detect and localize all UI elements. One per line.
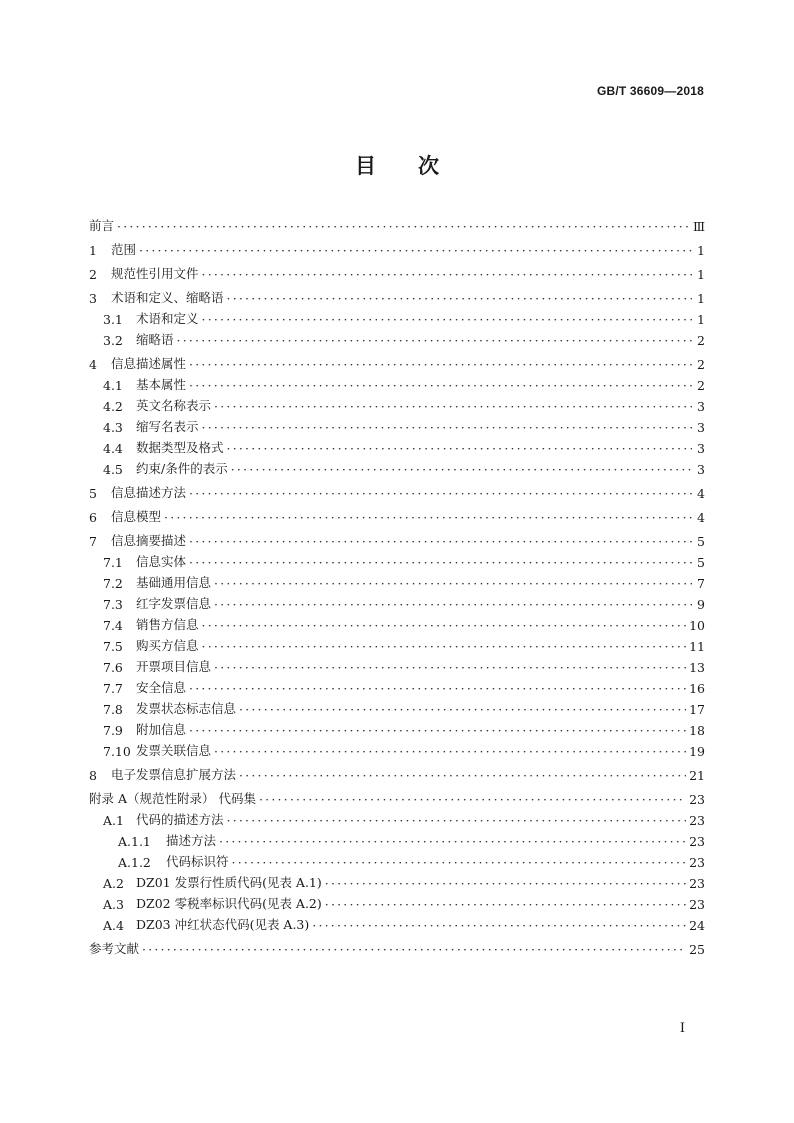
- toc-entry-label: 信息摘要描述: [111, 533, 187, 548]
- standard-code: GB/T 36609—2018: [596, 84, 704, 98]
- toc-entry[interactable]: [89, 809, 705, 828]
- toc-entry[interactable]: [89, 353, 705, 372]
- toc-entry-page: 23: [689, 897, 705, 912]
- toc-leader-dots: [189, 357, 692, 372]
- toc-entry-label: 基础通用信息: [136, 575, 212, 590]
- toc-leader-dots: [312, 918, 686, 933]
- toc-entry-page: 1: [697, 243, 705, 258]
- toc-leader-dots: [189, 378, 692, 393]
- toc-entry-number: 4.3: [103, 420, 123, 435]
- toc-entry[interactable]: [89, 938, 705, 957]
- toc-leader-dots: [214, 399, 692, 414]
- toc-entry[interactable]: [89, 830, 705, 849]
- toc-entry-page: 2: [697, 357, 705, 372]
- toc-entry-page: 23: [689, 834, 705, 849]
- toc-entry[interactable]: [89, 740, 705, 759]
- toc-entry-number: 7.2: [103, 576, 123, 591]
- toc-entry-page: 16: [689, 681, 705, 696]
- toc-entry[interactable]: [89, 530, 705, 549]
- toc-leader-dots: [189, 555, 692, 570]
- toc-entry-page: 25: [689, 942, 705, 957]
- toc-entry-page: 5: [697, 534, 705, 549]
- toc-entry-number: 7.4: [103, 618, 123, 633]
- toc-entry-page: 23: [689, 855, 705, 870]
- toc-entry-label: DZ01 发票行性质代码(见表 A.1): [136, 875, 322, 890]
- toc-leader-dots: [189, 486, 692, 501]
- toc-entry-page: 2: [697, 333, 705, 348]
- toc-leader-dots: [325, 897, 686, 912]
- toc-entry-label: 数据类型及格式: [136, 440, 224, 455]
- toc-leader-dots: [227, 813, 687, 828]
- toc-entry-label: 术语和定义: [136, 311, 199, 326]
- toc-leader-dots: [214, 660, 686, 675]
- toc-entry-label: 信息模型: [111, 509, 162, 524]
- table-of-contents: [89, 215, 705, 957]
- toc-entry-number: 7.6: [103, 660, 123, 675]
- toc-leader-dots: [139, 243, 692, 258]
- toc-entry-page: 1: [697, 291, 705, 306]
- toc-entry[interactable]: [89, 416, 705, 435]
- toc-entry-label: 开票项目信息: [136, 659, 212, 674]
- toc-entry[interactable]: [89, 239, 705, 258]
- toc-entry-label: 电子发票信息扩展方法: [111, 767, 237, 782]
- toc-entry-label: 前言: [89, 218, 115, 233]
- toc-entry-number: 7: [89, 534, 97, 549]
- toc-entry[interactable]: [89, 287, 705, 306]
- toc-entry-label: 基本属性: [136, 377, 187, 392]
- toc-entry[interactable]: [89, 677, 705, 696]
- toc-entry-label: 销售方信息: [136, 617, 199, 632]
- toc-entry-number: 7.10: [103, 744, 131, 759]
- page-title: [0, 150, 794, 180]
- toc-entry[interactable]: [89, 893, 705, 912]
- toc-entry-number: 7.1: [103, 555, 123, 570]
- page-number: I: [679, 1021, 685, 1036]
- toc-leader-dots: [227, 291, 692, 306]
- toc-leader-dots: [214, 744, 686, 759]
- toc-entry-label: 发票关联信息: [136, 743, 212, 758]
- toc-entry-number: 4.2: [103, 399, 123, 414]
- toc-entry-label: 红字发票信息: [136, 596, 212, 611]
- toc-entry-page: 3: [697, 399, 705, 414]
- toc-leader-dots: [239, 768, 686, 783]
- toc-entry-page: 3: [697, 462, 705, 477]
- toc-entry-number: 8: [89, 768, 97, 783]
- toc-entry[interactable]: [89, 593, 705, 612]
- toc-entry[interactable]: [89, 572, 705, 591]
- toc-entry-page: 24: [689, 918, 705, 933]
- toc-entry[interactable]: [89, 698, 705, 717]
- toc-entry[interactable]: [89, 437, 705, 456]
- toc-entry-page: 3: [697, 441, 705, 456]
- toc-entry-label: 信息描述属性: [111, 356, 187, 371]
- toc-entry-page: 23: [689, 876, 705, 891]
- toc-entry-label: 英文名称表示: [136, 398, 212, 413]
- toc-entry-page: 9: [697, 597, 705, 612]
- toc-entry[interactable]: [89, 788, 705, 807]
- toc-entry-page: 21: [689, 768, 705, 783]
- toc-entry-label: DZ02 零税率标识代码(见表 A.2): [136, 896, 322, 911]
- toc-entry-number: 6: [89, 510, 97, 525]
- toc-entry-page: 23: [689, 813, 705, 828]
- toc-entry-label: 代码标识符: [166, 854, 229, 869]
- toc-entry-number: 4.5: [103, 462, 123, 477]
- toc-entry-label: 附录 A（规范性附录） 代码集: [89, 791, 256, 806]
- toc-entry-page: 2: [697, 378, 705, 393]
- toc-entry-label: 缩略语: [136, 332, 174, 347]
- toc-leader-dots: [117, 219, 690, 234]
- toc-entry-number: 4.4: [103, 441, 123, 456]
- toc-leader-dots: [214, 597, 692, 612]
- toc-entry[interactable]: [89, 215, 705, 234]
- toc-entry-label: 代码的描述方法: [136, 812, 224, 827]
- toc-entry-number: A.3: [103, 897, 124, 912]
- toc-entry-number: A.1.2: [118, 855, 151, 870]
- toc-leader-dots: [202, 420, 692, 435]
- toc-entry-label: 术语和定义、缩略语: [111, 290, 224, 305]
- toc-entry-page: Ⅲ: [692, 219, 705, 234]
- toc-entry-label: DZ03 冲红状态代码(见表 A.3): [136, 917, 310, 932]
- toc-entry-label: 参考文献: [89, 941, 140, 956]
- toc-entry-label: 信息描述方法: [111, 485, 187, 500]
- toc-entry[interactable]: [89, 263, 705, 282]
- toc-entry-label: 约束/条件的表示: [136, 461, 228, 476]
- toc-leader-dots: [177, 333, 692, 348]
- toc-leader-dots: [189, 681, 686, 696]
- toc-entry-label: 发票状态标志信息: [136, 701, 237, 716]
- toc-entry[interactable]: [89, 614, 705, 633]
- toc-entry-number: 7.3: [103, 597, 123, 612]
- toc-entry-page: 1: [697, 267, 705, 282]
- toc-leader-dots: [259, 792, 686, 807]
- toc-entry-label: 范围: [111, 242, 137, 257]
- toc-leader-dots: [219, 834, 686, 849]
- toc-entry-page: 1: [697, 312, 705, 327]
- toc-leader-dots: [202, 639, 687, 654]
- toc-entry-number: 7.9: [103, 723, 123, 738]
- toc-entry-page: 4: [697, 486, 705, 501]
- toc-leader-dots: [239, 702, 686, 717]
- toc-entry-label: 购买方信息: [136, 638, 199, 653]
- toc-entry-number: 5: [89, 486, 97, 501]
- title-char-2: 次: [418, 154, 439, 178]
- toc-entry-label: 缩写名表示: [136, 419, 199, 434]
- toc-entry-label: 描述方法: [166, 833, 217, 848]
- toc-entry-page: 10: [689, 618, 705, 633]
- toc-entry-number: 3.1: [103, 312, 123, 327]
- toc-leader-dots: [227, 441, 692, 456]
- toc-leader-dots: [202, 267, 692, 282]
- toc-leader-dots: [142, 942, 686, 957]
- toc-entry[interactable]: [89, 458, 705, 477]
- toc-entry-label: 安全信息: [136, 680, 187, 695]
- toc-entry-number: A.1: [103, 813, 124, 828]
- toc-entry-page: 23: [689, 792, 705, 807]
- toc-leader-dots: [214, 576, 692, 591]
- toc-entry-number: 4.1: [103, 378, 123, 393]
- toc-entry[interactable]: [89, 656, 705, 675]
- toc-entry-page: 3: [697, 420, 705, 435]
- toc-leader-dots: [232, 855, 687, 870]
- toc-entry-label: 规范性引用文件: [111, 266, 199, 281]
- toc-entry-page: 19: [689, 744, 705, 759]
- toc-leader-dots: [164, 510, 692, 525]
- toc-leader-dots: [189, 723, 686, 738]
- toc-entry[interactable]: [89, 764, 705, 783]
- toc-leader-dots: [189, 534, 692, 549]
- toc-entry-page: 17: [689, 702, 705, 717]
- toc-entry-number: 7.7: [103, 681, 123, 696]
- toc-entry-number: A.4: [103, 918, 124, 933]
- toc-entry[interactable]: [89, 329, 705, 348]
- toc-entry-page: 7: [697, 576, 705, 591]
- toc-entry[interactable]: [89, 395, 705, 414]
- toc-entry-page: 5: [697, 555, 705, 570]
- toc-entry[interactable]: [89, 872, 705, 891]
- toc-entry-number: A.2: [103, 876, 124, 891]
- toc-entry[interactable]: [89, 851, 705, 870]
- title-char-1: 目: [355, 154, 376, 178]
- toc-entry-label: 信息实体: [136, 554, 187, 569]
- toc-entry[interactable]: [89, 482, 705, 501]
- toc-entry-number: 7.8: [103, 702, 123, 717]
- toc-entry-page: 4: [697, 510, 705, 525]
- toc-entry-page: 13: [689, 660, 705, 675]
- toc-entry[interactable]: [89, 719, 705, 738]
- toc-leader-dots: [202, 312, 692, 327]
- toc-entry[interactable]: [89, 506, 705, 525]
- toc-leader-dots: [202, 618, 687, 633]
- toc-entry-number: 3: [89, 291, 97, 306]
- toc-entry-number: A.1.1: [118, 834, 151, 849]
- toc-leader-dots: [325, 876, 686, 891]
- toc-entry[interactable]: [89, 374, 705, 393]
- toc-entry[interactable]: [89, 308, 705, 327]
- toc-entry-number: 4: [89, 357, 97, 372]
- toc-entry-label: 附加信息: [136, 722, 187, 737]
- toc-entry-number: 7.5: [103, 639, 123, 654]
- toc-entry-page: 18: [689, 723, 705, 738]
- toc-entry-number: 3.2: [103, 333, 123, 348]
- toc-entry[interactable]: [89, 551, 705, 570]
- toc-entry-number: 2: [89, 267, 97, 282]
- toc-entry-page: 11: [689, 639, 705, 654]
- toc-entry-number: 1: [89, 243, 97, 258]
- toc-leader-dots: [231, 462, 692, 477]
- toc-entry[interactable]: [89, 635, 705, 654]
- toc-entry[interactable]: [89, 914, 705, 933]
